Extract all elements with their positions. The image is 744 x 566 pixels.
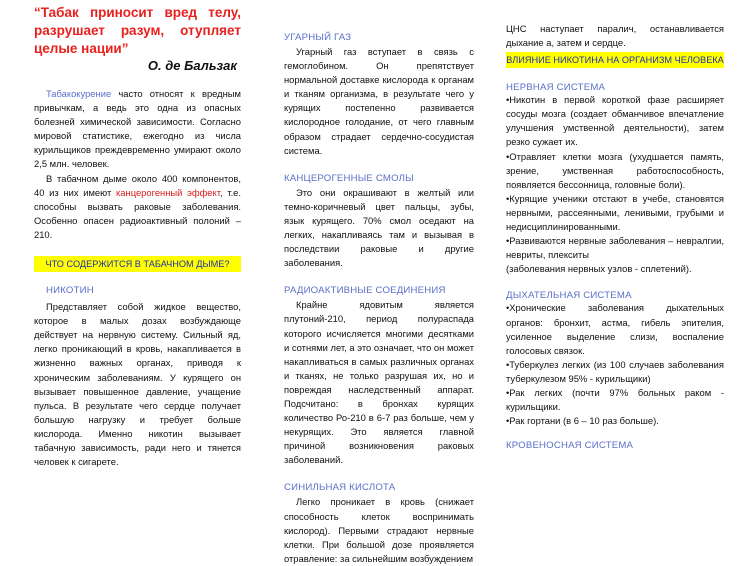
intro-paragraph [34, 87, 241, 172]
list-item: •Туберкулез легких (из 100 случаев заболевания туберкулезом 95% - курильщики) [506, 358, 724, 384]
nicotine-effects-banner: ВЛИЯНИЕ НИКОТИНА НА ОРГАНИЗМ ЧЕЛОВЕКА [506, 52, 724, 68]
smoke-contents-banner: ЧТО СОДЕРЖИТСЯ В ТАБАЧНОМ ДЫМЕ? [34, 256, 241, 272]
hydrocyanic-acid-text: Легко проникает в кровь (снижает способность клеток воспринимать кислород). Первыми страдают нервные клетки. При большой дозе проявляется отравление: за сильнейшим возбуждением [284, 496, 474, 564]
list-item: •Курящие ученики отстают в учебе, становятся нервными, рассеянными, ленивыми, грубыми и недисциплинированными. [506, 192, 724, 233]
column-3 [506, 0, 724, 507]
list-item: •Рак гортани (в 6 – 10 раз больше). [506, 415, 659, 427]
continuation-text: ЦНС наступает паралич, останавливается дыхание а, затем и сердце. [506, 23, 724, 49]
carbon-monoxide-text: Угарный газ вступает в связь с гемоглобином. Он препятствует нормальной доставке кислорода к органам и тканям организма, в результате чего у курящих постепенно развивается кислородное голодание, от чего главным образом страдает сердечно-сосудистая система. [284, 46, 474, 156]
list-item: •Развиваются нервные заболевания – невралгии, невриты, плекситы [506, 235, 724, 261]
column-2 [284, 0, 474, 564]
nervous-system-heading: НЕРВНАЯ СИСТЕМА [506, 82, 606, 94]
list-item: •Хронические заболевания дыхательных органов: бронхит, астма, гибель эпителия, усиленное выделение слизи, воспаление голосовых связок. [506, 302, 724, 356]
column-1 [34, 0, 241, 507]
intro-text: часто относят к вредным привычкам, а ведь это одна из опасных болезней химической зависимости. Согласно мировой статистике, ежегодно из числа курильщиков преждевременно умирают около 2,5 млн. человек. [34, 88, 241, 170]
nicotine-heading: НИКОТИН [46, 285, 94, 297]
epigraph-author: О. де Бальзак [147, 58, 237, 73]
nicotine-text: Представляет собой жидкое вещество, которое в малых дозах возбуждающе действует на нервную систему. Сильный яд, легко проникающий в кровь, накапливается в жизненно важных органах, приводя к хроническим заболеваниям. У курящего он вызывает повышенное давление, учащение пульса. В результате чего сердце получает большую нагрузку и требует больше кислорода. Именно никотин вызывает табачную зависимость, ради него и тянется человек к сигарете. [34, 301, 241, 468]
epigraph-quote: “Табак приносит вред телу, разрушает разум, отупляет целые нации” [34, 5, 241, 56]
radioactive-compounds-heading: РАДИОАКТИВНЫЕ СОЕДИНЕНИЯ [284, 285, 446, 297]
carcinogenic-effect-term: канцерогенный эффект [116, 186, 220, 198]
components-text-start: В табачном дыме около 400 компонентов, 40 из них имеют [34, 172, 241, 198]
carcinogenic-tars-heading: КАНЦЕРОГЕННЫЕ СМОЛЫ [284, 172, 414, 184]
carcinogenic-tars-text: Это они окрашивают в желтый или темно-коричневый цвет пальцы, зубы, язык курящего. 70% смол оседают на легких, накапливаясь там и вызывая в последствии раковые и другие заболевания. [284, 186, 474, 269]
list-item: •Отравляет клетки мозга (ухудшается память, зрение, умственная работоспособность, появляется бессонница, головные боли). [506, 150, 724, 190]
circulatory-system-heading: КРОВЕНОСНАЯ СИСТЕМА [506, 440, 634, 452]
intro-lead-word: Табакокурение [46, 88, 112, 99]
respiratory-system-heading: ДЫХАТЕЛЬНАЯ СИСТЕМА [506, 290, 632, 302]
carbon-monoxide-heading: УГАРНЫЙ ГАЗ [284, 32, 352, 43]
smoke-components-paragraph [34, 172, 241, 242]
radioactive-compounds-text: Крайне ядовитым является плутоний-210, период полураспада которого исчисляется многими десятками и сотнями лет, а это означает, что он может накапливаться в самых различных органах и тканях, не только разрушая их, но и повреждая наследственный аппарат. Подсчитано: в бронхах курящих количество Ро-210 в 6-7 раз больше, чем у некурящих. Это является главной причиной возникновения раковых заболеваний. [284, 299, 474, 466]
components-text-end: , т.е. способны вызвать раковые заболевания. Особенно опасен радиоактивный полоний – 210. [34, 186, 241, 240]
list-item: •Никотин в первой короткой фазе расширяет сосуды мозга (создает обманчивое впечатление улучшения умственной деятельности), затем резко сужает их. [506, 94, 724, 148]
list-item: •Рак легких (почти 97% больных раком - курильщики. [506, 386, 724, 413]
hydrocyanic-acid-heading: СИНИЛЬНАЯ КИСЛОТА [284, 482, 396, 494]
list-item: (заболевания нервных узлов - сплетений). [506, 263, 692, 275]
